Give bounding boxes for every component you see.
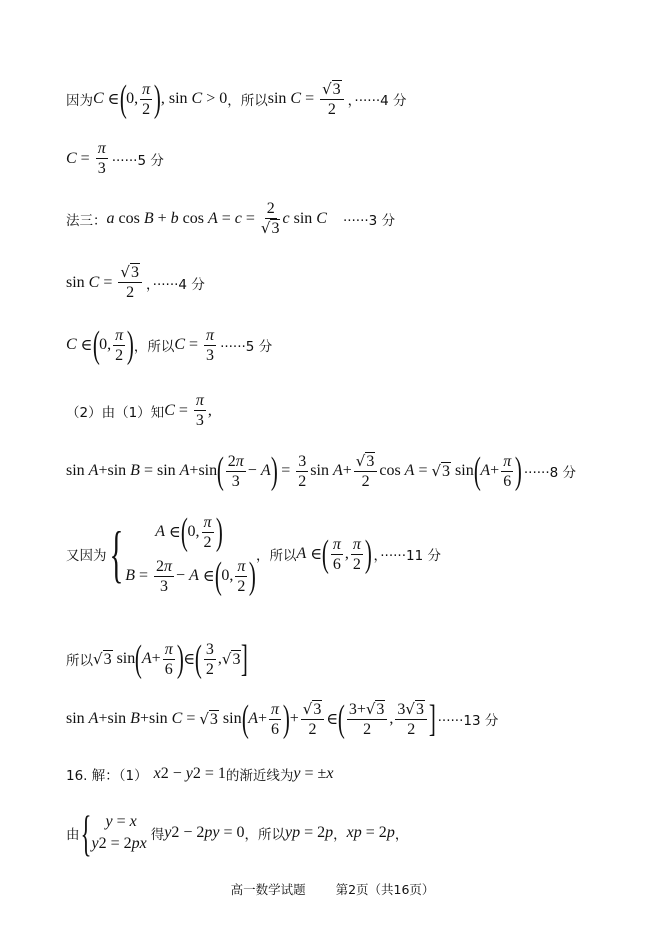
score-4: ，······4 分 (347, 93, 407, 109)
line-4: sin C = $\frac{√3}{2}$ ，······4 分 (66, 263, 205, 301)
text-therefore: 所以 (66, 653, 93, 669)
text-comma: ， (333, 827, 347, 843)
fraction: $\frac{\pi}{6}$ (164, 640, 173, 678)
footer-page-number: 第2页（共16页） (335, 882, 435, 897)
line-12: 由 { y = x y 2 = 2 px 得 y 2 − 2 py = 0 ，所以 y p = 2 p ， x p = 2 p ， (66, 805, 409, 861)
line-2: C = $\frac{\pi}{3}$ ······5 分 (66, 140, 164, 177)
part-two-label: （2）由（1）知 (66, 404, 165, 421)
text-so: ，所以 (133, 339, 175, 355)
line-1: 因为 C ∈ ( 0, $\frac{\pi}{2}$ ) , sin C > 0 ，所以 sin C = $\frac{√3}{2}$ ，······4 分 (66, 78, 407, 120)
fraction: $\frac{\pi}{2}$ (352, 535, 361, 573)
fraction: $\frac{\pi}{2}$ (142, 80, 151, 118)
text-asymptote: 的渐近线为 (225, 768, 294, 784)
method-three-label: 法三： (66, 212, 107, 229)
text-get: 得 (150, 827, 165, 843)
line-9: 所以 √ 3 sin ( A + $\frac{\pi}{6}$ ) ∈ ( $\frac{3}{2}$ , √ 3 ] (66, 638, 249, 680)
text-so: ，所以 (227, 93, 268, 109)
fraction: $\frac{3√3}{2}$ (395, 701, 427, 738)
fraction: $\frac{\pi}{2}$ (115, 326, 124, 364)
fraction: $\frac{3}{2}$ (298, 452, 307, 490)
text-so: ，所以 (244, 827, 286, 843)
line-5: C ∈ ( 0, $\frac{\pi}{2}$ ) ，所以 C = $\frac{\pi}{3}$ ······5 分 (66, 324, 273, 366)
problem-16-label: 16. 解：（1） (66, 768, 148, 784)
score-11: ，······11 分 (373, 548, 441, 564)
line-11: 16. 解：（1） x 2 − y 2 = 1 的渐近线为 y = ± x (66, 765, 334, 784)
fraction: $\frac{\pi}{6}$ (271, 700, 280, 738)
fraction: $\frac{√3}{2}$ (118, 264, 142, 301)
fraction: $\frac{3+√3}{2}$ (347, 701, 388, 738)
text-so: ，所以 (256, 548, 297, 564)
equation-system: y = x y 2 = 2 px (91, 813, 147, 852)
line-8: 又因为 { A ∈ ( 0, $\frac{\pi}{2}$ ) B = $\frac{2\pi}{3}$ − A ∈ ( 0, $\frac{\pi}{2}$ ) ，所以 A ∈ ( $\frac{\pi}{6}$ , $\frac{\pi}{2}$ ) ，······11 分 (66, 511, 441, 597)
fraction: $\frac{\pi}{6}$ (503, 452, 512, 490)
line-6: （2）由（1）知 C = $\frac{\pi}{3}$ , (66, 392, 212, 429)
score-5b: ······5 分 (220, 339, 273, 355)
page-footer (0, 880, 665, 898)
score-13: ······13 分 (437, 713, 499, 729)
fraction: $\frac{\pi}{3}$ (97, 140, 106, 177)
fraction: $\frac{\pi}{3}$ (206, 326, 215, 364)
fraction: $\frac{2}{√3}$ (260, 200, 280, 237)
fraction: $\frac{\pi}{3}$ (195, 392, 204, 429)
equation-system: A ∈ ( 0, $\frac{\pi}{2}$ ) B = $\frac{2\pi}{3}$ − A ∈ ( 0, $\frac{\pi}{2}$ ) (125, 511, 257, 597)
text-comma: ， (394, 827, 409, 843)
fraction: $\frac{√3}{2}$ (301, 701, 325, 738)
fraction: $\frac{√3}{2}$ (320, 81, 344, 118)
score-5: ······5 分 (111, 152, 164, 169)
score-8: ······8 分 (523, 465, 576, 481)
score-3: ······3 分 (342, 212, 396, 229)
fraction: $\frac{2\pi}{3}$ (227, 452, 244, 490)
text-because: 因为 (66, 93, 93, 109)
fraction: $\frac{√3}{2}$ (354, 453, 378, 490)
score-4b: ，······4 分 (145, 276, 205, 293)
fraction: $\frac{\pi}{6}$ (332, 535, 341, 573)
fraction: $\frac{3}{2}$ (205, 640, 214, 678)
text-from: 由 (66, 827, 80, 843)
text-again-because: 又因为 (66, 548, 107, 564)
line-7: sin A +sin B = sin A +sin ( $\frac{2\pi}{3}$ − A ) = $\frac{3}{2}$ sin A + $\frac{√3}{2}$ cos A = √ 3 sin ( A + $\frac{\pi}{6}$ ) ······8 分 (66, 450, 576, 492)
line-3: 法三： a cos B + b cos A = c = $\frac{2}{√3}$ c sin C ······3 分 (66, 200, 396, 237)
line-10: sin A +sin B +sin C = √ 3 sin ( A + $\frac{\pi}{6}$ ) + $\frac{√3}{2}$ ∈ ( $\frac{3+√3}{2}$ , $\frac{3√3}{2}$ ] ······13 分 (66, 698, 499, 740)
footer-subject: 高一数学试题 (230, 882, 306, 897)
